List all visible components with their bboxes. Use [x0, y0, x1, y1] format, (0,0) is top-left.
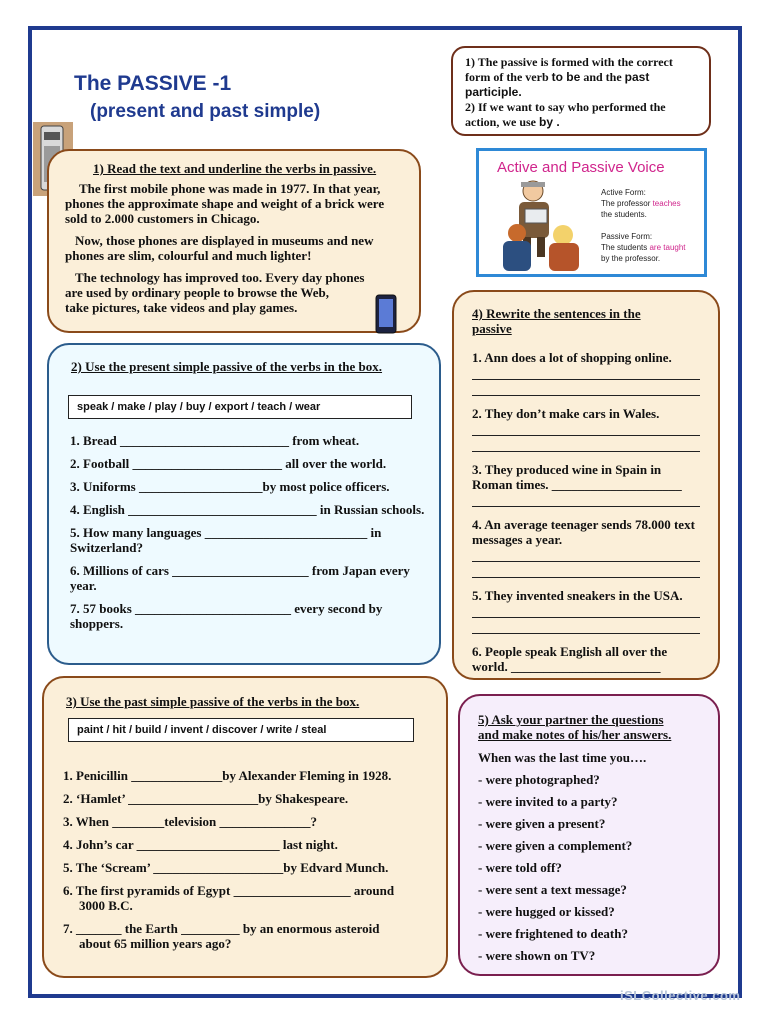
exercise-5-question: - were hugged or kissed? — [478, 904, 615, 919]
exercise-5-heading-b: and make notes of his/her answers. — [478, 727, 672, 742]
exercise-5-question: - were photographed? — [478, 772, 600, 787]
exercise-3-item: 3. When ________television ______________? — [63, 814, 317, 829]
exercise-2-item: 4. English _____________________________ in Russian schools. — [70, 502, 425, 517]
exercise-2-word-box: speak / make / play / buy / export / teach / wear — [68, 395, 412, 419]
exercise-2-item: 6. Millions of cars _____________________ from Japan every year. — [70, 563, 410, 593]
exercise-3-list — [63, 768, 435, 951]
exercise-2-item: 7. 57 books ________________________ every second by shoppers. — [70, 601, 383, 631]
exercise-1-para-3b: take pictures, take videos and play games. — [65, 300, 298, 315]
exercise-5-question: - were told off? — [478, 860, 562, 875]
exercise-1-para-1: The first mobile phone was made in 1977. In that year, phones the approximate shape and weight of a brick were sold to 2.000 customers in Chicago. — [65, 181, 385, 226]
exercise-3-item: 5. The ‘Scream’ ____________________by Edvard Munch. — [63, 860, 389, 875]
exercise-2-item: 2. Football _______________________ all over the world. — [70, 456, 387, 471]
exercise-3-item: 1. Penicillin ______________by Alexander Fleming in 1928. — [63, 768, 392, 783]
watermark: iSLCollective.com — [620, 988, 741, 1003]
rule-2-text: 2) If we want to say who performed the action, we use — [465, 100, 666, 129]
rule-1-to-be: to be — [551, 70, 581, 84]
professor-students-illustration — [485, 177, 597, 275]
exercise-3-word-box: paint / hit / build / invent / discover / write / steal — [68, 718, 414, 742]
passive-form-block — [601, 231, 705, 264]
exercise-5-question: - were frightened to death? — [478, 926, 628, 941]
answer-line — [472, 633, 700, 634]
exercise-5-intro: When was the last time you…. — [478, 750, 647, 765]
exercise-3-item: 4. John’s car ______________________ last night. — [63, 837, 338, 852]
exercise-3-item: 7. _______ the Earth _________ by an enormous asteroid — [63, 921, 380, 936]
exercise-3-item: 6. The first pyramids of Egypt __________________ around — [63, 883, 395, 898]
active-passive-poster — [476, 148, 707, 277]
exercise-5-question: - were given a complement? — [478, 838, 633, 853]
smartphone-image — [375, 294, 397, 334]
exercise-1-box — [47, 149, 421, 333]
answer-line — [472, 379, 700, 380]
page-subtitle: (present and past simple) — [90, 101, 321, 122]
active-form-block — [601, 187, 705, 220]
exercise-3-item-cont: 3000 B.C. — [79, 898, 133, 913]
passive-form-verb: are taught — [649, 243, 686, 252]
passive-form-c: by the professor. — [601, 254, 661, 263]
exercise-5-question: - were invited to a party? — [478, 794, 618, 809]
exercise-2-item: 5. How many languages _________________________ in Switzerland? — [70, 525, 382, 555]
exercise-5-box — [458, 694, 720, 976]
exercise-5-question: - were given a present? — [478, 816, 606, 831]
poster-title: Active and Passive Voice — [497, 159, 665, 176]
exercise-4-heading-b: passive — [472, 321, 512, 336]
exercise-5-question: - were sent a text message? — [478, 882, 627, 897]
rule-2-by: by . — [539, 115, 560, 129]
page-title: The PASSIVE -1 — [74, 72, 232, 95]
active-form-verb: teaches — [652, 199, 681, 208]
exercise-4-box — [452, 290, 720, 680]
exercise-1-heading: 1) Read the text and underline the verbs in passive. — [93, 161, 377, 176]
exercise-4-item: 4. An average teenager sends 78.000 text messages a year. — [472, 517, 695, 547]
active-form-label: Active Form: — [601, 188, 646, 197]
exercise-3-item: 2. ‘Hamlet’ ____________________by Shakespeare. — [63, 791, 349, 806]
answer-line — [472, 617, 700, 618]
exercise-2-item: 3. Uniforms ___________________by most police officers. — [70, 479, 390, 494]
answer-line — [472, 506, 700, 507]
exercise-2-list — [70, 433, 426, 631]
rule-1-past-participle: past participle. — [465, 70, 650, 99]
exercise-2-heading: 2) Use the present simple passive of the verbs in the box. — [71, 359, 383, 374]
exercise-1-para-2: Now, those phones are displayed in museums and new phones are slim, colourful and much lighter! — [65, 233, 374, 263]
active-form-a: The professor — [601, 199, 653, 208]
exercise-2-item: 1. Bread __________________________ from wheat. — [70, 433, 360, 448]
answer-line — [472, 395, 700, 396]
rule-1-and: and the — [580, 70, 625, 84]
answer-line — [472, 561, 700, 562]
exercise-1-para-3: The technology has improved too. Every day phones are used by ordinary people to browse the Web, — [65, 270, 365, 300]
exercise-3-item-cont: about 65 million years ago? — [79, 936, 232, 951]
exercise-4-heading-a: 4) Rewrite the sentences in the — [472, 306, 641, 321]
exercise-4-item: 6. People speak English all over the world. _______________________ — [472, 644, 668, 674]
exercise-4-item: 3. They produced wine in Spain in Roman times. ____________________ — [472, 462, 682, 492]
passive-form-a: The students — [601, 243, 650, 252]
rules-box — [451, 46, 711, 136]
exercise-4-item: 5. They invented sneakers in the USA. — [472, 588, 683, 603]
exercise-3-heading: 3) Use the past simple passive of the verbs in the box. — [66, 694, 360, 709]
exercise-4-item: 2. They don’t make cars in Wales. — [472, 406, 660, 421]
exercise-4-item: 1. Ann does a lot of shopping online. — [472, 350, 672, 365]
active-form-c: the students. — [601, 210, 647, 219]
answer-line — [472, 435, 700, 436]
exercise-5-heading-a: 5) Ask your partner the questions — [478, 712, 664, 727]
answer-line — [472, 451, 700, 452]
exercise-5-question: - were shown on TV? — [478, 948, 596, 963]
answer-line — [472, 577, 700, 578]
rule-1-text: 1) The passive is formed with the correct form of the verb — [465, 55, 673, 84]
passive-form-label: Passive Form: — [601, 232, 653, 241]
